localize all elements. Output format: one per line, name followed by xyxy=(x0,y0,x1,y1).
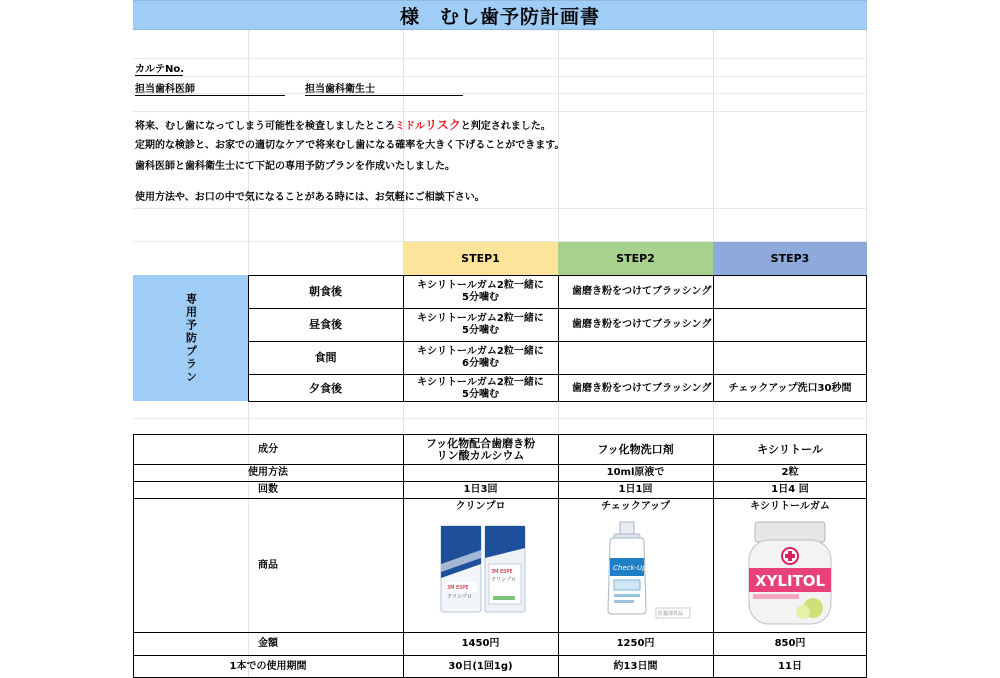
row-label-usage: 使用方法 xyxy=(248,467,288,478)
plan-side-label: 専用予防プラン xyxy=(133,275,248,401)
grid-row-line xyxy=(133,208,867,209)
mouthwash-name: チェックアップ xyxy=(601,501,670,512)
mouthwash-image xyxy=(578,518,693,626)
toothpaste-duration: 30日(1回1g) xyxy=(448,660,513,672)
plan-step1-between-meals: キシリトールガム2粒一緒に 6分噛む xyxy=(417,346,544,369)
hygienist-label: 担当歯科衛生士 xyxy=(305,80,463,96)
plan-step3-breakfast xyxy=(713,276,867,308)
row-label-duration: 1本での使用期間 xyxy=(229,660,307,672)
intro-line-3: 歯科医師と歯科衛生士にて下記の専用予防プランを作成いたしました。 xyxy=(135,161,455,172)
svg-text:3M ESPE: 3M ESPE xyxy=(447,585,469,591)
svg-text:クリンプロ: クリンプロ xyxy=(447,594,473,600)
row-label-count: 回数 xyxy=(258,484,278,495)
svg-text:Check-Up: Check-Up xyxy=(613,564,647,572)
gum-usage: 2粒 xyxy=(781,467,799,478)
risk-level: リスク xyxy=(425,118,461,132)
grid-row-line xyxy=(133,58,867,59)
toothpaste-count: 1日3回 xyxy=(463,484,498,495)
row-label-price: 金額 xyxy=(258,638,278,649)
risk-level-small: ミドル xyxy=(395,121,425,132)
plan-time-dinner: 夕食後 xyxy=(309,381,342,395)
toothpaste-ingredient: フッ化物配合歯磨き粉 リン酸カルシウム xyxy=(425,436,536,462)
gum-ingredient: キシリトール xyxy=(757,442,823,456)
karte-number-label: カルテNo. xyxy=(135,60,183,76)
gum-name: キシリトールガム xyxy=(750,501,830,512)
mouthwash-ingredient: フッ化物洗口剤 xyxy=(597,442,674,456)
plan-step3-between-meals xyxy=(713,342,867,374)
gum-count: 1日4 回 xyxy=(771,484,809,495)
toothpaste-price: 1450円 xyxy=(461,638,500,649)
dentist-label: 担当歯科医師 xyxy=(135,80,285,96)
svg-text:医薬部外品: 医薬部外品 xyxy=(658,611,684,617)
toothpaste-image xyxy=(433,518,533,618)
gum-image xyxy=(735,516,845,628)
spreadsheet xyxy=(133,0,867,678)
svg-text:XYLITOL: XYLITOL xyxy=(755,572,826,590)
plan-step2-dinner: 歯磨き粉をつけてブラッシング xyxy=(572,382,712,394)
toothpaste-name: クリンプロ xyxy=(455,501,506,512)
plan-step3-lunch xyxy=(713,309,867,341)
gum-price: 850円 xyxy=(774,638,806,649)
plan-step2-between-meals xyxy=(558,342,713,374)
plan-step2-lunch: 歯磨き粉をつけてブラッシング xyxy=(572,319,712,330)
grid-row-line xyxy=(133,418,867,419)
plan-step2-breakfast: 歯磨き粉をつけてブラッシング xyxy=(572,286,712,297)
grid-row-line xyxy=(133,111,867,112)
plan-time-between-meals: 食間 xyxy=(314,351,337,364)
plan-step3-dinner: チェックアップ洗口30秒間 xyxy=(728,382,852,394)
page-title: 様 むし歯予防計画書 xyxy=(133,0,867,30)
plan-step1-lunch: キシリトールガム2粒一緒に 5分噛む xyxy=(417,313,544,336)
toothpaste-usage xyxy=(403,465,558,481)
plan-step1-breakfast: キシリトールガム2粒一緒に 5分噛む xyxy=(417,280,544,303)
intro-line-2: 定期的な検診と、お家での適切なケアで将来むし歯になる確率を大きく下げることができます。 xyxy=(135,140,565,151)
mouthwash-duration: 約13日間 xyxy=(613,660,658,672)
plan-step1-dinner: キシリトールガム2粒一緒に 5分噛む xyxy=(417,376,544,400)
gum-duration: 11日 xyxy=(778,660,802,672)
row-label-product: 商品 xyxy=(258,559,278,571)
intro-line-4: 使用方法や、お口の中で気になることがある時には、お気軽にご相談下さい。 xyxy=(135,192,485,203)
row-label-ingredient: 成分 xyxy=(258,443,278,455)
step1-header: STEP1 xyxy=(403,242,558,275)
grid-row-line xyxy=(133,76,867,77)
svg-text:クリンプロ: クリンプロ xyxy=(491,577,517,583)
mouthwash-price: 1250円 xyxy=(616,638,655,649)
mouthwash-count: 1日1回 xyxy=(618,484,653,495)
plan-time-lunch: 昼食後 xyxy=(309,318,342,331)
intro-line-1: 将来、むし歯になってしまう可能性を検査しましたところミドルリスクと判定されました。 xyxy=(135,118,551,132)
step3-header: STEP3 xyxy=(713,242,867,275)
svg-text:3M ESPE: 3M ESPE xyxy=(491,569,513,575)
mouthwash-usage: 10ml原液で xyxy=(606,467,665,478)
plan-time-breakfast: 朝食後 xyxy=(309,285,342,298)
step2-header: STEP2 xyxy=(558,242,713,275)
